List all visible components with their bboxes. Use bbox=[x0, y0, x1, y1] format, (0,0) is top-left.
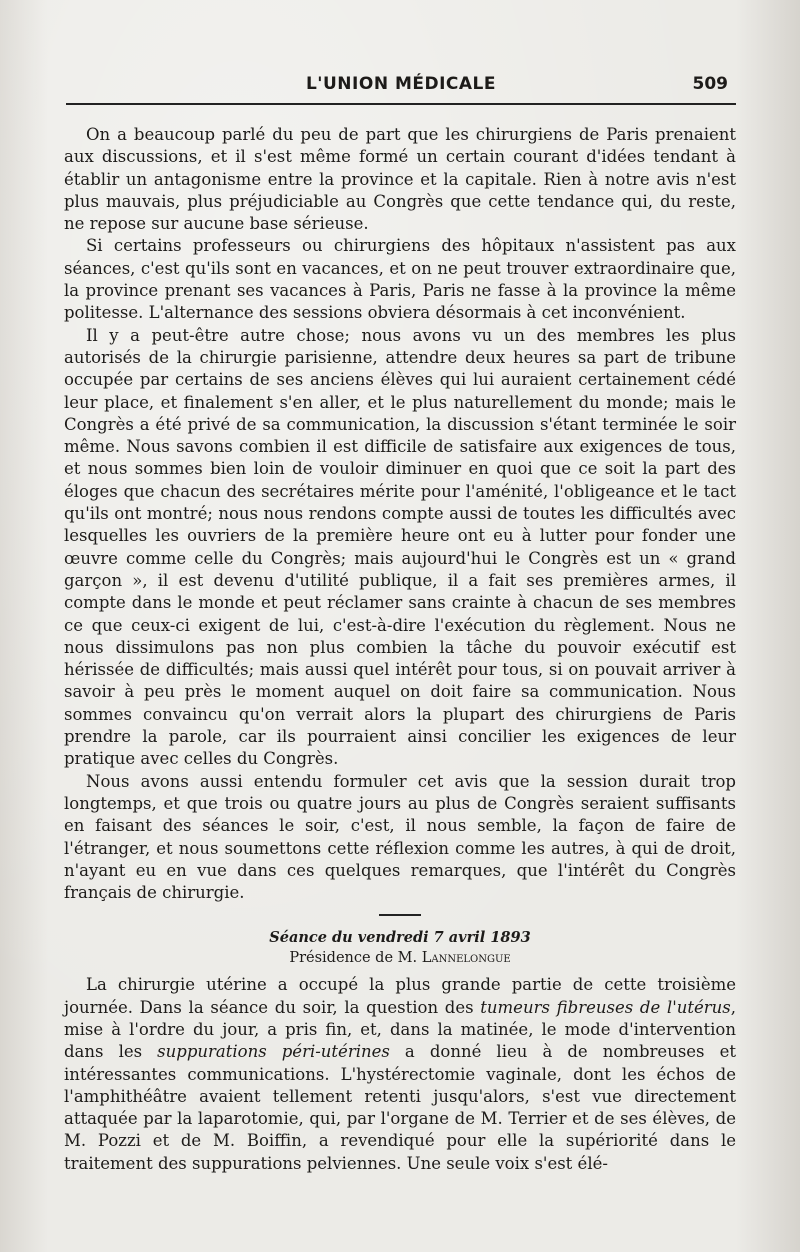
running-title: L'UNION MÉDICALE bbox=[305, 74, 497, 94]
section-divider bbox=[379, 914, 421, 916]
paragraph-5-part-3: a donné lieu à de nombreuses et intéressantes communications. L'hystérectomie vaginale, dont les échos de l'amphithéâtre avaient tellement retenti jusqu'alors, s'est vue directement attaquée par la laparotomie, qui, par l'organe de M. Terrier et de ses élèves, de M. Pozzi et de M. Boiffin, a revendiqué pour elle la supériorité dans le traitement des suppurations pelviennes. Une seule voix s'est élé- bbox=[64, 1042, 736, 1173]
page-header bbox=[66, 74, 736, 100]
article-body bbox=[64, 124, 736, 1175]
paragraph-5-part-1: La chirurgie utérine a occupé la plus grande partie de cette troisième journée. Dans la séance du soir, la question des bbox=[64, 975, 736, 1017]
paragraph-3: Il y a peut-être autre chose; nous avons vu un des membres les plus autorisés de la chirurgie parisienne, attendre deux heures sa part de tribune occupée par certains de ses anciens élèves qui lui auraient certainement cédé leur place, et finalement s'en aller, et le plus naturellement du monde; mais le Congrès a été privé de sa communication, la discussion s'étant terminée le soir même. Nous savons combien il est difficile de satisfaire aux exigences de tous, et nous sommes bien loin de vouloir diminuer en quoi que ce soit la part des éloges que chacun des secrétaires mérite pour l'aménité, l'obligeance et le tact qu'ils ont montré; nous nous rendons compte aussi de toutes les difficultés avec lesquelles les ouvriers de la première heure ont eu à lutter pour fonder une œuvre comme celle du Congrès; mais aujourd'hui le Congrès est un « grand garçon », il est devenu d'utilité publique, il a fait ses premières armes, il compte dans le monde et peut réclamer sans crainte à chacun de ses membres ce que ceux-ci exigent de lui, c'est-à-dire l'exécution du règlement. Nous ne nous dissimulons pas non plus combien la tâche du pouvoir exécutif est hérissée de difficultés; mais aussi quel intérêt pour tous, si on pouvait arriver à savoir à peu près le moment auquel on doit faire sa communication. Nous sommes convaincu qu'on verrait alors la plupart des chirurgiens de Paris prendre la parole, car ils pourraient ainsi concilier les exigences de leur pratique avec celles du Congrès. bbox=[64, 325, 736, 769]
paragraph-5-part-2: , mise à l'ordre du jour, a pris fin, et, dans la matinée, le mode d'intervention dans les bbox=[64, 997, 736, 1062]
paragraph-5-emphasis-1: tumeurs fibreuses de l'utérus bbox=[480, 997, 731, 1017]
paragraph-2: Si certains professeurs ou chirurgiens des hôpitaux n'assistent pas aux séances, c'est qu'ils sont en vacances, et on ne peut trouver extraordinaire que, la province prenant ses vacances à Paris, Paris ne fasse à la province la même politesse. L'alternance des sessions obviera désormais à cet inconvénient. bbox=[64, 236, 736, 323]
session-title: Séance du vendredi 7 avril 1893 bbox=[269, 929, 531, 947]
paragraph-1: On a beaucoup parlé du peu de part que les chirurgiens de Paris prenaient aux discussions, et il s'est même formé un certain courant d'idées tendant à établir un antagonisme entre la province et la capitale. Rien à notre avis n'est plus mauvais, plus préjudiciable au Congrès que cette tendance qui, du reste, ne repose sur aucune base sérieuse. bbox=[64, 125, 736, 234]
paragraph-4: Nous avons aussi entendu formuler cet avis que la session durait trop longtemps, et que trois ou quatre jours au plus de Congrès seraient suffisants en faisant des séances le soir, c'est, il nous semble, la façon de faire de l'étranger, et nous soumettons cette réflexion comme les autres, à qui de droit, n'ayant eu en vue dans ces quelques remarques, que l'intérêt du Congrès français de chirurgie. bbox=[64, 771, 736, 903]
presidency-line bbox=[64, 948, 736, 968]
president-name: Lannelongue bbox=[421, 950, 511, 967]
presidency-prefix: Présidence de M. bbox=[289, 950, 422, 967]
paragraph-5 bbox=[64, 974, 736, 1175]
page-number: 509 bbox=[692, 74, 728, 94]
header-rule bbox=[66, 103, 736, 105]
paragraph-5-emphasis-2: suppurations péri-utérines bbox=[157, 1042, 390, 1062]
